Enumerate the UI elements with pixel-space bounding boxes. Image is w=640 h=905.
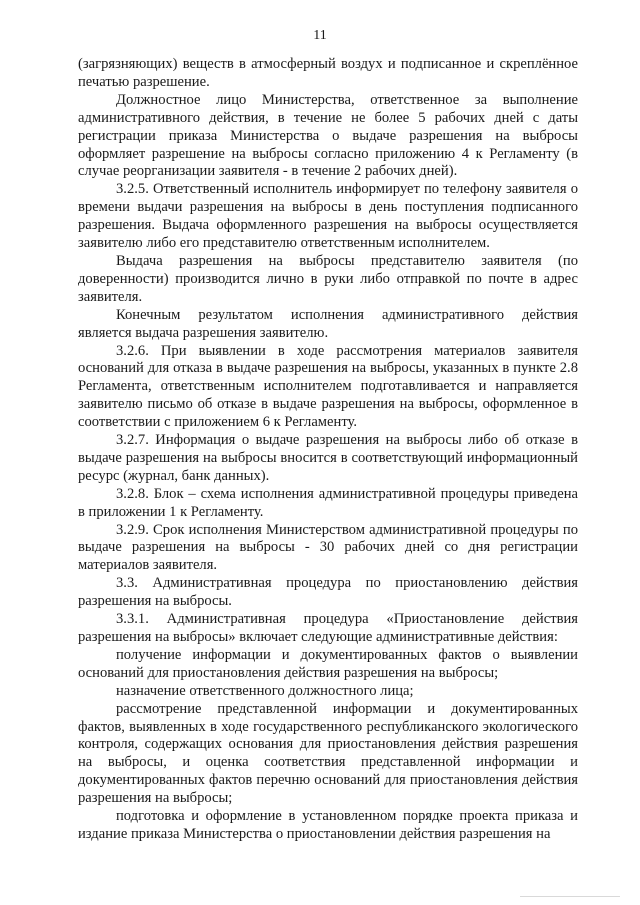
paragraph-continuation: (загрязняющих) веществ в атмосферный воздух и подписанное и скреплённое печатью разрешение. [78,56,578,90]
paragraph-3-3: 3.3. Административная процедура по приостановлению действия разрешения на выбросы. [78,575,578,610]
page-number: 11 [313,28,327,43]
list-item-info-receipt: получение информации и документированных фактов о выявлении оснований для приостановления действия разрешения на выбросы; [78,646,578,681]
scan-edge-line [520,896,620,897]
paragraph-3-2-7: 3.2.7. Информация о выдаче разрешения на выбросы либо об отказе в выдаче разрешения на выбросы вносится в соответствующий информационный ресурс (журнал, банк данных). [78,432,578,484]
paragraph-final-result: Конечным результатом исполнения административного действия является выдача разрешения заявителю. [78,306,578,341]
paragraph-3-2-6: 3.2.6. При выявлении в ходе рассмотрения материалов заявителя оснований для отказа в выдаче разрешения на выбросы, указанных в пункте 2.8 Регламента, ответственным исполнителем подготавливается и направляется заявителю письмо об отказе в выдаче разрешения на выбросы, оформленное в соответствии с приложением 6 к Регламенту. [78,342,578,431]
list-item-order-preparation: подготовка и оформление в установленном порядке проекта приказа и издание приказа Министерства о приостановлении действия разрешения на [78,808,578,842]
list-item-official-appointment: назначение ответственного должностного лица; [116,682,414,699]
document-body [78,56,578,844]
paragraph-3-2-9: 3.2.9. Срок исполнения Министерством административной процедуры по выдаче разрешения на выбросы - 30 рабочих дней со дня регистрации материалов заявителя. [78,521,578,574]
paragraph-permit-formalization: Должностное лицо Министерства, ответственное за выполнение административного действия, в течение не более 5 рабочих дней с даты регистрации приказа Министерства о выдаче разрешения на выбросы оформляет разрешение на выбросы согласно приложению 4 к Регламенту (в случае реорганизации заявителя - в течение 2 рабочих дней). [78,91,578,180]
paragraph-3-2-8: 3.2.8. Блок – схема исполнения административной процедуры приведена в приложении 1 к Регламенту. [78,485,578,520]
list-item-review: рассмотрение представленной информации и документированных фактов, выявленных в ходе государственного республиканского экологического контроля, содержащих основания для приостановления действия разрешения на выбросы, и оценка соответствия представленной информации и документированных фактов перечню оснований для приостановления действия разрешения на выбросы; [78,700,578,807]
paragraph-representative-delivery: Выдача разрешения на выбросы представителю заявителя (по доверенности) производится лично в руки либо отправкой по почте в адрес заявителя. [78,252,578,305]
paragraph-3-2-5: 3.2.5. Ответственный исполнитель информирует по телефону заявителя о времени выдачи разрешения на выбросы в день поступления подписанного разрешения. Выдача оформленного разрешения на выбросы осуществляется заявителю либо его представителю ответственным исполнителем. [78,181,578,252]
paragraph-3-3-1: 3.3.1. Административная процедура «Приостановление действия разрешения на выбросы» включает следующие административные действия: [78,611,578,645]
